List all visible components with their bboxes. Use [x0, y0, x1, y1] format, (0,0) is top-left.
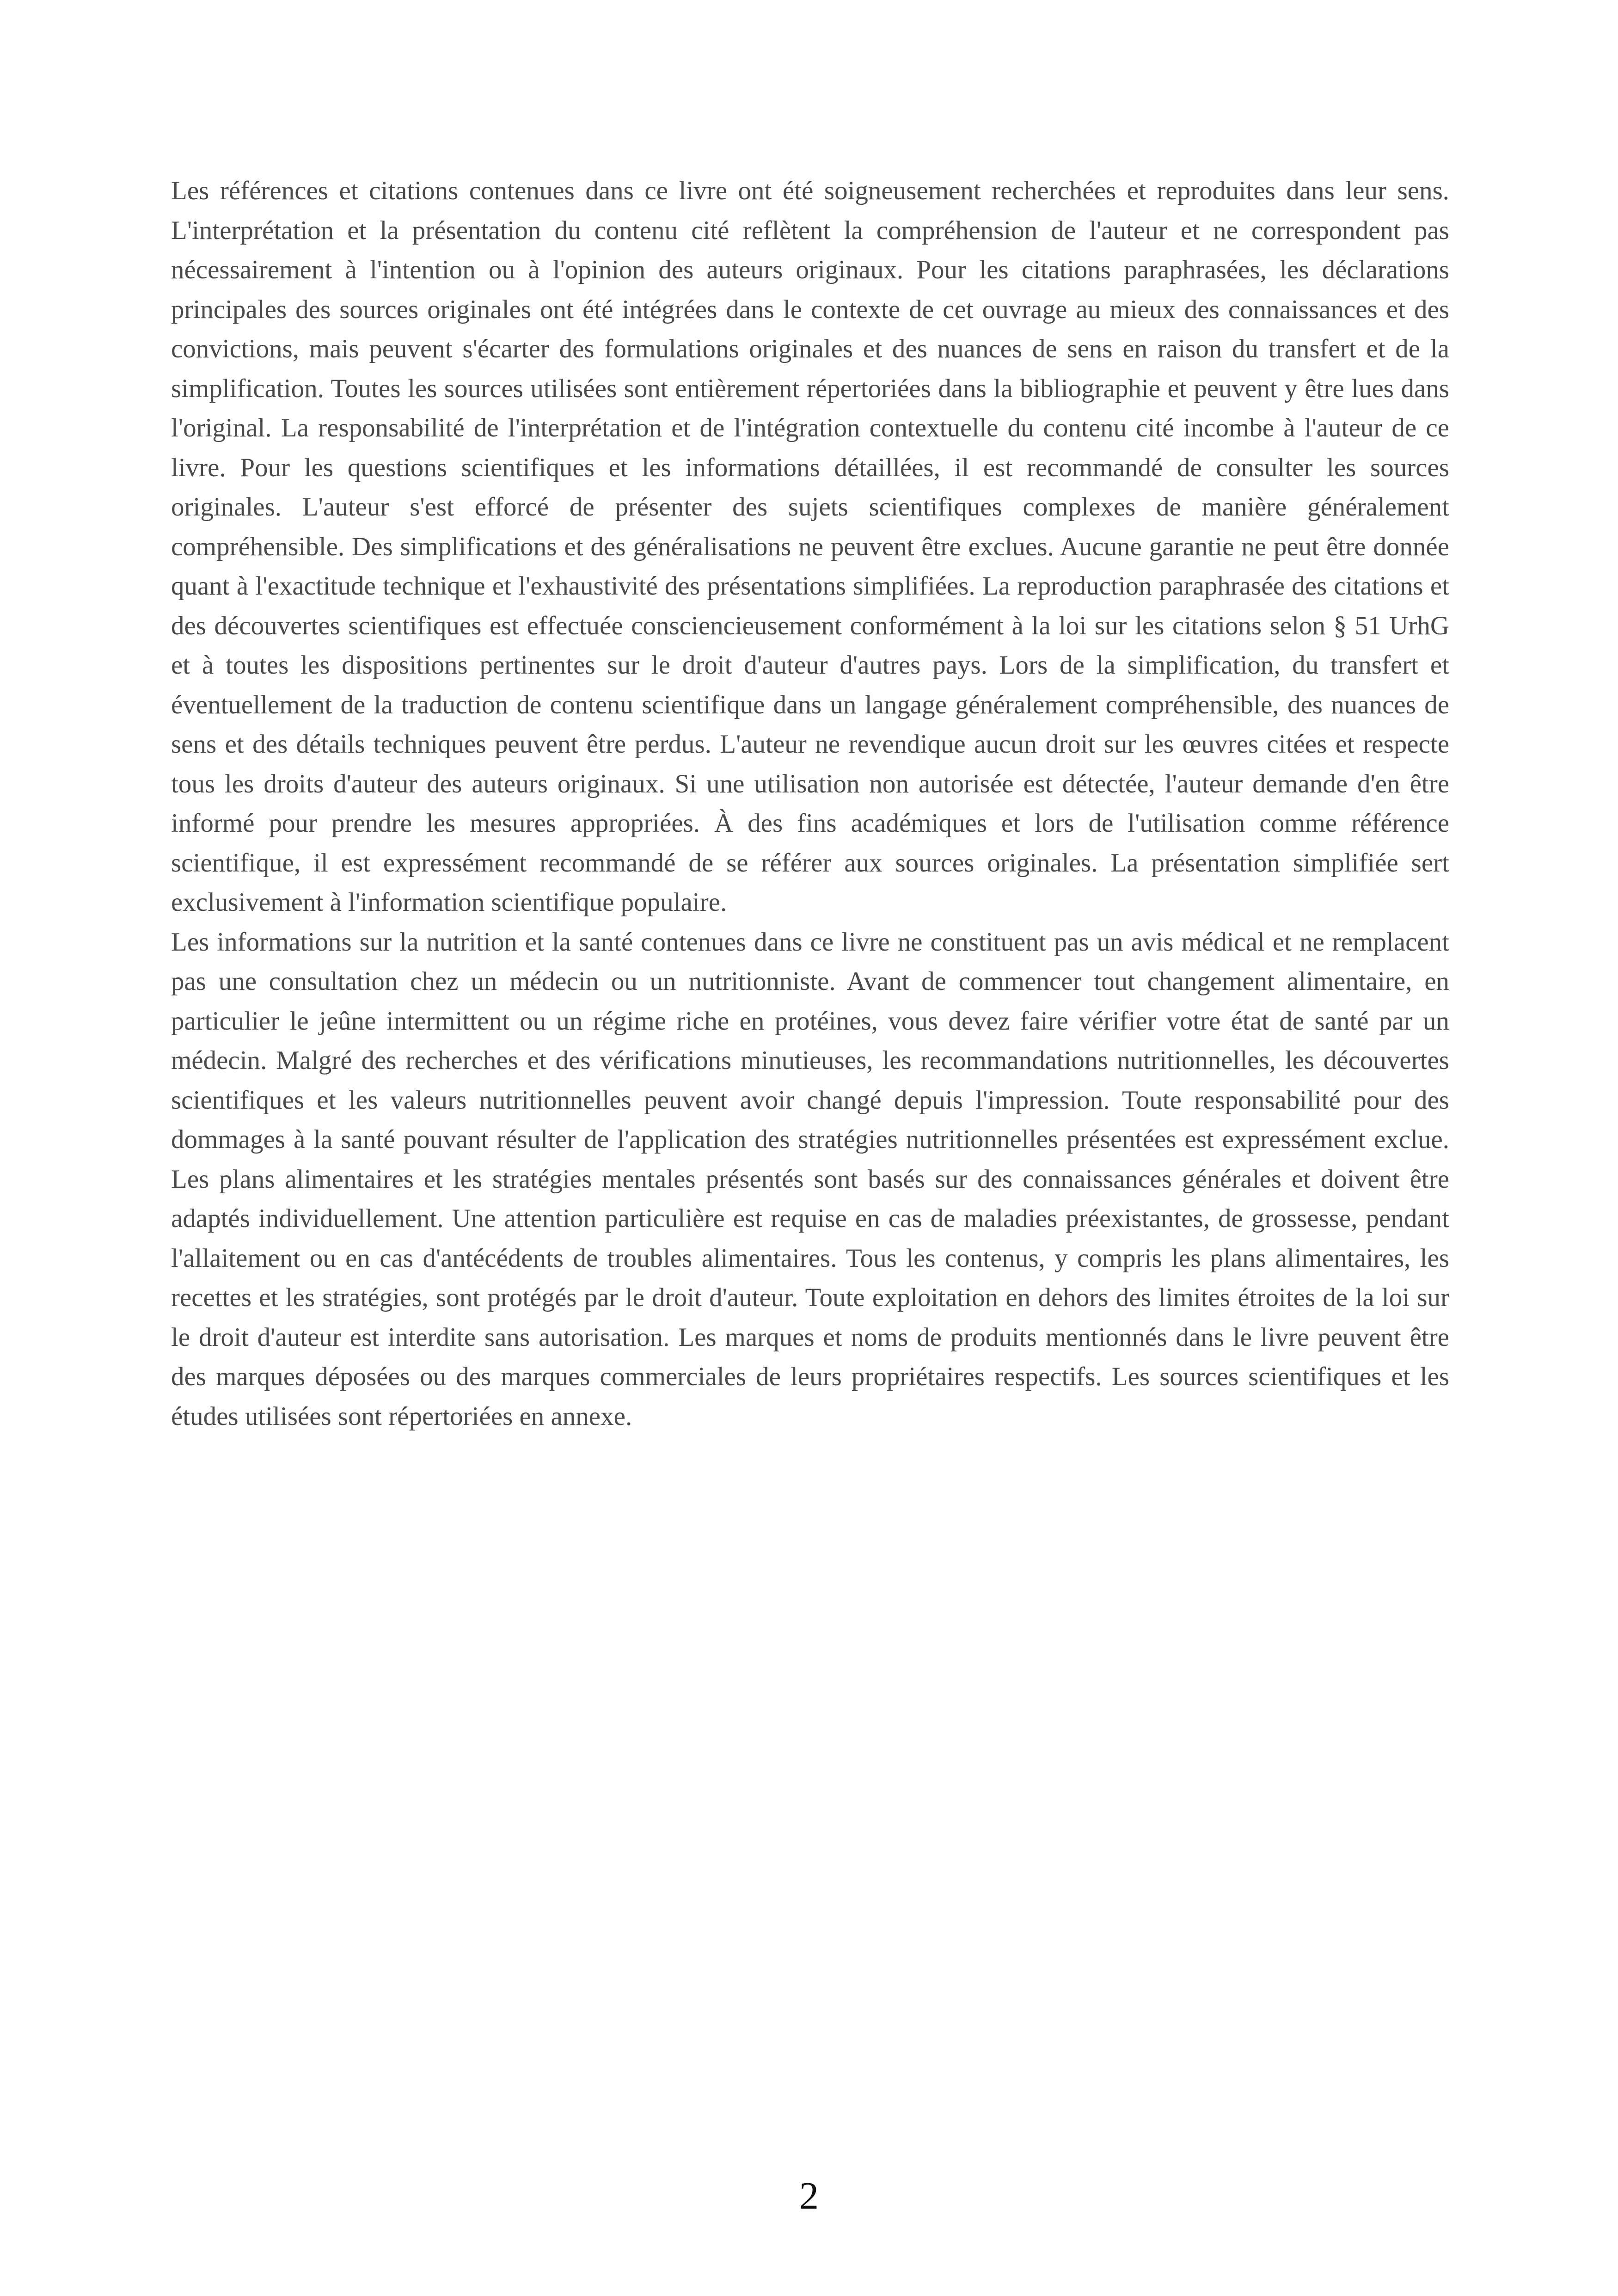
paragraph-health-disclaimer: Les informations sur la nutrition et la santé contenues dans ce livre ne constituent pas un avis médical et ne remplacent pas une consultation chez un médecin ou un nutritionniste. Avant de commencer tout changement alimentaire, en particulier le jeûne intermittent ou un régime riche en protéines, vous devez faire vérifier votre état de santé par un médecin. Malgré des recherches et des vérifications minutieuses, les recommandations nutritionnelles, les découvertes scientifiques et les valeurs nutritionnelles peuvent avoir changé depuis l'impression. Toute responsabilité pour des dommages à la santé pouvant résulter de l'application des stratégies nutritionnelles présentées est expressément exclue. Les plans alimentaires et les stratégies mentales présentés sont basés sur des connaissances générales et doivent être adaptés individuellement. Une attention particulière est requise en cas de maladies préexistantes, de grossesse, pendant l'allaitement ou en cas d'antécédents de troubles alimentaires. Tous les contenus, y compris les plans alimentaires, les recettes et les stratégies, sont protégés par le droit d'auteur. Toute exploitation en dehors des limites étroites de la loi sur le droit d'auteur est interdite sans autorisation. Les marques et noms de produits mentionnés dans le livre peuvent être des marques déposées ou des marques commerciales de leurs propriétaires respectifs. Les sources scientifiques et les études utilisées sont répertoriées en annexe.: [171, 927, 1449, 1431]
paragraph-citations-disclaimer: Les références et citations contenues dans ce livre ont été soigneusement recherchées et reproduites dans leur sens. L'interprétation et la présentation du contenu cité reflètent la compréhension de l'auteur et ne correspondent pas nécessairement à l'intention ou à l'opinion des auteurs originaux. Pour les citations paraphrasées, les déclarations principales des sources originales ont été intégrées dans le contexte de cet ouvrage au mieux des connaissances et des convictions, mais peuvent s'écarter des formulations originales et des nuances de sens en raison du transfert et de la simplification. Toutes les sources utilisées sont entièrement répertoriées dans la bibliographie et peuvent y être lues dans l'original. La responsabilité de l'interprétation et de l'intégration contextuelle du contenu cité incombe à l'auteur de ce livre. Pour les questions scientifiques et les informations détaillées, il est recommandé de consulter les sources originales. L'auteur s'est efforcé de présenter des sujets scientifiques complexes de manière généralement compréhensible. Des simplifications et des généralisations ne peuvent être exclues. Aucune garantie ne peut être donnée quant à l'exactitude technique et l'exhaustivité des présentations simplifiées. La reproduction paraphrasée des citations et des découvertes scientifiques est effectuée consciencieusement conformément à la loi sur les citations selon § 51 UrhG et à toutes les dispositions pertinentes sur le droit d'auteur d'autres pays. Lors de la simplification, du transfert et éventuellement de la traduction de contenu scientifique dans un langage généralement compréhensible, des nuances de sens et des détails techniques peuvent être perdus. L'auteur ne revendique aucun droit sur les œuvres citées et respecte tous les droits d'auteur des auteurs originaux. Si une utilisation non autorisée est détectée, l'auteur demande d'en être informé pour prendre les mesures appropriées. À des fins académiques et lors de l'utilisation comme référence scientifique, il est expressément recommandé de se référer aux sources originales. La présentation simplifiée sert exclusivement à l'information scientifique populaire.: [171, 176, 1449, 917]
page-content: [171, 171, 1449, 1436]
page-number: 2: [799, 2174, 819, 2217]
